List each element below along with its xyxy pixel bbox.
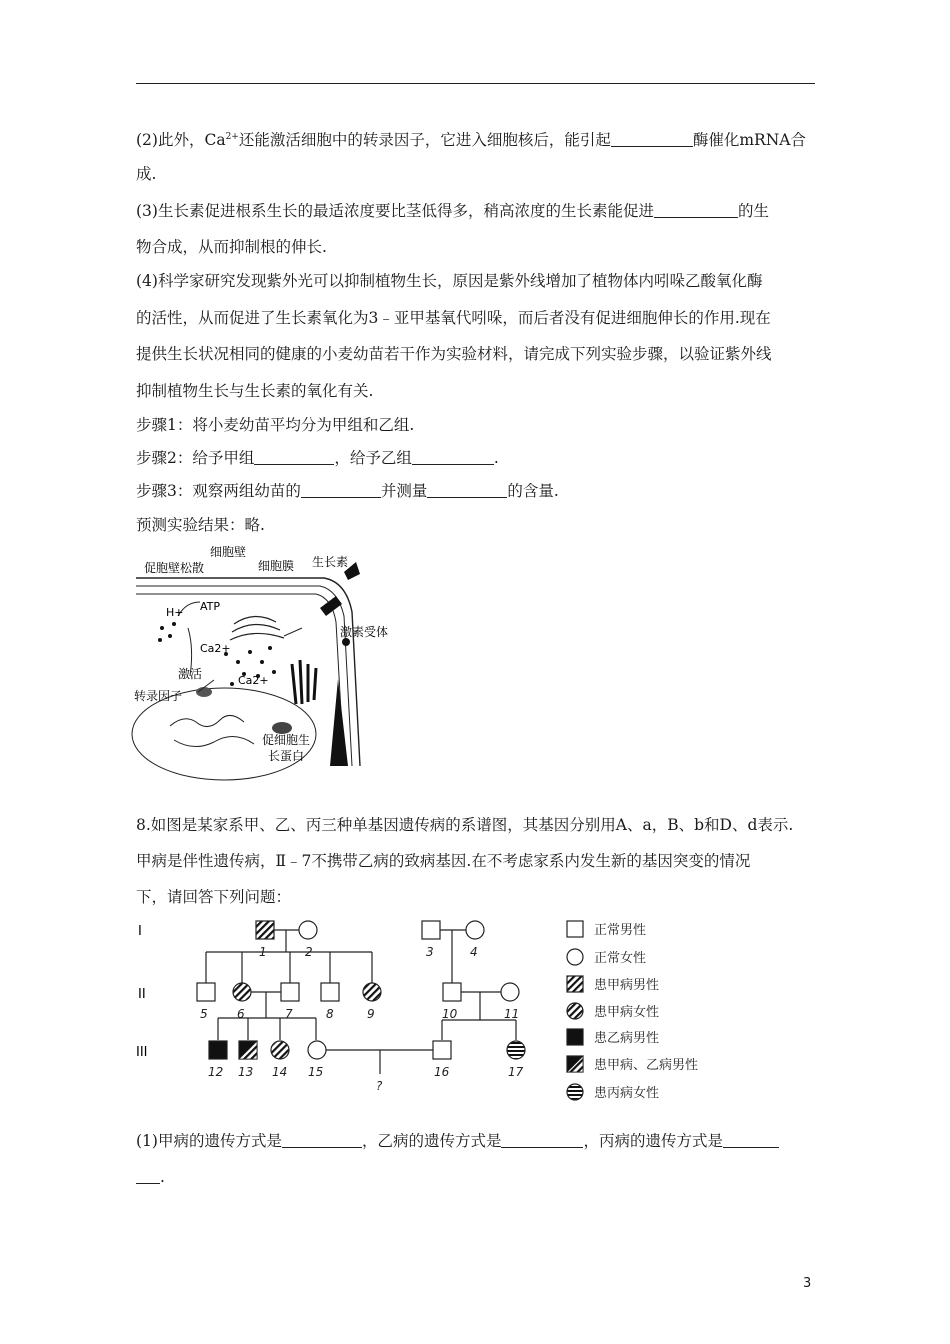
pedigree-chart [130,910,740,1120]
q7-text: 提供生长状况相同的健康的小麦幼苗若干作为实验材料，请完成下列实验步骤，以验证紫外线 [136,345,772,363]
number-label: 17 [508,1065,524,1079]
legend-disease-ab-male-icon [567,1056,583,1072]
number-label: 1 [259,945,267,959]
step2-text: . [493,449,499,467]
q7-part2-line2 [136,163,816,185]
q7-part4-line1 [136,270,816,292]
label-transcription-factor: 转录因子 [134,689,183,703]
q7-part3-line1 [136,200,816,222]
legend-label: 患丙病女性 [594,1086,660,1101]
individual-III-12 [209,1041,227,1059]
generation-label-I: I [138,924,142,939]
q7-text: (3)生长素促进根系生长的最适浓度要比茎低得多，稍高浓度的生长素能促进 [136,202,654,220]
individual-II-11 [501,983,519,1001]
legend-label: 患甲病男性 [594,978,660,993]
label-growth-protein-2: 长蛋白 [268,749,305,763]
legend-label: 患甲病女性 [594,1005,660,1020]
answer-blank[interactable] [427,481,507,498]
answer-blank[interactable] [501,1131,583,1148]
number-label: 4 [470,945,478,959]
legend-disease-c-female-icon [567,1084,583,1100]
q7-text: (2)此外，Ca [136,131,226,149]
answer-blank[interactable] [611,130,693,147]
q8-line1 [136,814,816,836]
legend-label: 患乙病男性 [594,1031,660,1046]
label-h-plus: H+ [166,606,184,619]
number-label: 7 [285,1007,293,1021]
number-label: 8 [326,1007,334,1021]
legend-label: 正常女性 [594,951,647,966]
q7-text: 抑制植物生长与生长素的氧化有关. [136,382,374,400]
number-label: 12 [208,1065,224,1079]
individual-III-16 [433,1041,451,1059]
number-label: 2 [305,945,313,959]
q7-part4-line2 [136,307,816,329]
individual-II-8 [321,983,339,1001]
label-growth-protein: 促细胞生 [262,733,311,747]
individual-I-1 [256,921,274,939]
individual-II-6 [233,983,251,1001]
number-label: 3 [426,945,434,959]
legend-disease-b-male-icon [567,1029,583,1045]
q7-text: 的活性，从而促进了生长素氧化为3﹣亚甲基氧代吲哚，而后者没有促进细胞伸长的作用.现在 [136,309,771,327]
q8-line3 [136,886,816,908]
label-atp: ATP [200,600,221,613]
number-label: 14 [272,1065,288,1079]
label-receptor: 激素受体 [340,625,389,639]
number-label: 11 [504,1007,520,1021]
individual-I-3 [422,921,440,939]
legend [567,921,698,1101]
legend-label: 患甲病、乙病男性 [594,1058,699,1073]
q7-part2-line1 [136,126,816,151]
q8-text: ，丙病的遗传方式是 [583,1132,723,1150]
q7-part4-line4 [136,380,816,402]
answer-blank[interactable] [301,481,381,498]
label-ca-1: Ca2+ [200,642,231,655]
step3-text: 并测量 [380,482,428,500]
header-rule [136,83,815,84]
generation-label-II: II [138,987,146,1002]
q8-text: 甲病是伴性遗传病，Ⅱ﹣7不携带乙病的致病基因.在不考虑家系内发生新的基因突变的情况 [136,852,751,870]
q8-part1-line1 [136,1130,816,1152]
legend-normal-male-icon [567,921,583,937]
number-label: 15 [308,1065,324,1079]
answer-blank[interactable] [254,448,334,465]
answer-blank[interactable] [723,1131,779,1148]
step3-text: 的含量. [507,482,559,500]
q8-line2 [136,850,816,872]
label-activate: 激活 [178,667,203,681]
q8-text: (1)甲病的遗传方式是 [136,1132,282,1150]
q7-text: 物合成，从而抑制根的伸长. [136,238,327,256]
generation-label-III: III [136,1045,148,1060]
cell-diagram [134,544,389,766]
legend-normal-female-icon [567,949,583,965]
answer-blank[interactable] [412,448,494,465]
number-label: 5 [200,1007,208,1021]
q7-part4-line3 [136,343,816,365]
individual-II-5 [197,983,215,1001]
label-cell-wall: 细胞壁 [210,545,247,559]
answer-blank[interactable] [136,1167,160,1184]
q8-text: 8.如图是某家系甲、乙、丙三种单基因遗传病的系谱图，其基因分别用A、a，B、b和D、d表示. [136,816,794,834]
q7-text: 成. [136,165,157,183]
individual-III-17 [507,1041,525,1059]
legend-label: 正常男性 [594,923,647,938]
q7-part3-line2 [136,236,816,258]
step1 [136,414,816,436]
number-label: 6 [237,1007,245,1021]
number-label: 10 [442,1007,458,1021]
label-auxin: 生长素 [312,555,349,569]
individual-II-10 [443,983,461,1001]
prediction-text: 预测实验结果：略. [136,516,265,534]
number-label: 16 [434,1065,450,1079]
q7-text: (4)科学家研究发现紫外光可以抑制植物生长，原因是紫外线增加了植物体内吲哚乙酸氧化酶 [136,272,763,290]
answer-blank[interactable] [282,1131,362,1148]
label-ca-2: Ca2+ [238,674,269,687]
individual-III-13 [239,1041,257,1059]
individual-III-14 [271,1041,289,1059]
q7-text: 的生 [737,202,769,220]
number-label: 13 [238,1065,254,1079]
q8-text: . [160,1168,165,1186]
individual-I-2 [299,921,317,939]
step3 [136,480,816,502]
answer-blank[interactable] [654,201,738,218]
prediction [136,514,816,536]
step2-text: 步骤2：给予甲组 [136,449,255,467]
q8-text: ，乙病的遗传方式是 [361,1132,502,1150]
legend-disease-a-female-icon [567,1003,583,1019]
number-label: 9 [367,1007,375,1021]
individual-III-15 [308,1041,326,1059]
legend-disease-a-male-icon [567,976,583,992]
individual-II-7 [281,983,299,1001]
q7-text: 还能激活细胞中的转录因子，它进入细胞核后，能引起 [238,131,611,149]
page-number: 3 [803,1276,812,1291]
step2-text: ，给予乙组 [334,449,412,467]
question-mark: ? [376,1079,383,1093]
q7-text: 酶催化mRNA合 [692,131,806,149]
step1-text: 步骤1：将小麦幼苗平均分为甲组和乙组. [136,416,415,434]
label-membrane: 细胞膜 [258,559,295,573]
label-wall-loosen: 促胞壁松散 [144,561,205,575]
step3-text: 步骤3：观察两组幼苗的 [136,482,301,500]
q8-text: 下，请回答下列问题： [136,888,292,906]
step2 [136,447,816,469]
q8-part1-line2 [136,1166,816,1188]
ca-superscript: 2+ [225,132,239,142]
individual-I-4 [466,921,484,939]
individual-II-9 [363,983,381,1001]
